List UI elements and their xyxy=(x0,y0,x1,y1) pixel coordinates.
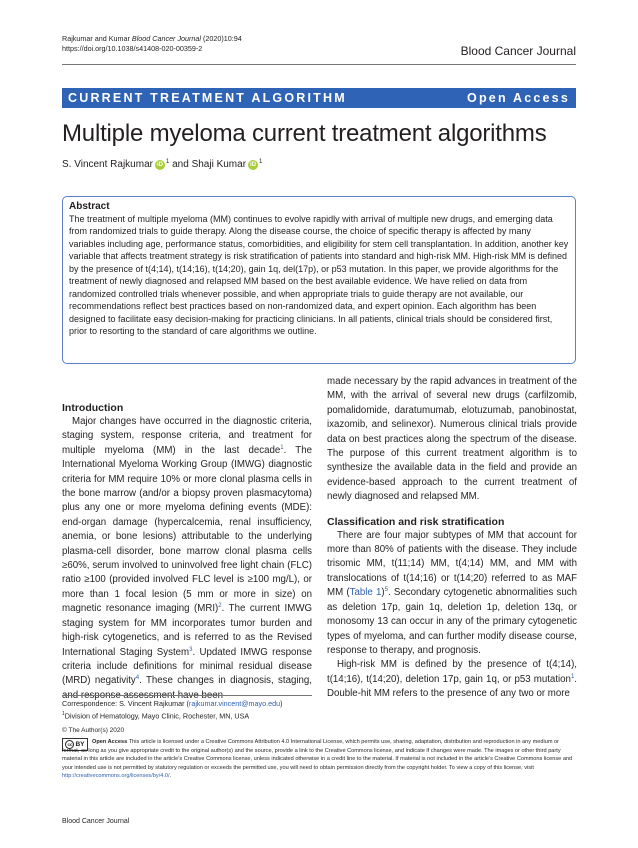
orcid-icon[interactable]: iD xyxy=(250,161,257,168)
email-link[interactable]: rajkumar.vincent@mayo.edu xyxy=(188,699,281,708)
copyright-line: © The Author(s) 2020 xyxy=(62,727,125,734)
paragraph xyxy=(62,415,312,703)
text-run: ) xyxy=(381,587,385,599)
text-run: . Secondary cytogenetic abnormalities such as deletion 17p, gain 1q, deletion 1p, deletion 13q, or monosomy 13 can occur in any of the primary cytogenetic types of myeloma, and can further modify disease course, response to therapy, and prognosis. xyxy=(327,587,577,656)
cc-circle-icon: cc xyxy=(67,742,73,747)
text-run: This article is licensed under a Creative Commons Attribution 4.0 International License, which permits use, sharing, adaptation, distribution and reproduction in any medium or format, as long as you give appropriate credit to the original author(s) and the source, provide a link to the Creative Commons license, and indicate if changes were made. The images or other third party material in this article are included in the article's Creative Commons license, unless indicated otherwise in a credit line to the material. If material is not included in the article's Creative Commons license and your intended use is not permitted by statutory regulation or exceeds the permitted use, you will need to obtain permission directly from the copyright holder. To view a copy of this license, visit xyxy=(62,739,573,771)
citation-ref[interactable]: 3 xyxy=(189,646,193,653)
table-link[interactable]: Table 1 xyxy=(349,587,382,599)
citation-ref[interactable]: 2 xyxy=(218,603,222,610)
article-title: Multiple myeloma current treatment algorithms xyxy=(62,120,547,147)
license-url-link[interactable]: http://creativecommons.org/licenses/by/4.0/ xyxy=(62,773,170,779)
author-list xyxy=(62,159,262,170)
license-text xyxy=(62,738,576,781)
license-bold: Open Access xyxy=(92,739,128,745)
paragraph xyxy=(327,529,577,659)
text-run: High-risk MM is defined by the presence of t(4;14), t(14;16), t(14;20), deletion 17p, gain 1q, or p53 mutation xyxy=(327,659,577,685)
right-column xyxy=(327,375,577,702)
text-run: . xyxy=(169,773,172,779)
correspondence-line xyxy=(62,699,283,709)
text-run: ) xyxy=(280,699,283,708)
paragraph-continued: made necessary by the rapid advances in treatment of the MM, with the arrival of several new drugs (carfilzomib, pomalidomide, daratumumab, elotuzumab, panobinostat, ixazomib, and selinexor). Numerous clinical trials provide data on best practices along the spectrum of the disease. The purpose of this current treatment algorithm is to synthesize the available data in the field and provide an evidence-based approach to the current treatment of newly diagnosed and relapsed MM. xyxy=(327,376,577,503)
page-footer: Blood Cancer Journal xyxy=(62,818,130,825)
left-column xyxy=(62,402,312,703)
header-divider xyxy=(62,64,576,65)
author-name[interactable]: S. Vincent Rajkumar xyxy=(62,159,153,170)
citation-ref[interactable]: 1 xyxy=(570,673,575,680)
citation-journal: Blood Cancer Journal xyxy=(131,34,202,43)
citation-ref[interactable]: 4 xyxy=(135,675,140,682)
affiliation-line xyxy=(62,709,283,721)
author-name[interactable]: Shaji Kumar xyxy=(191,159,247,170)
paragraph xyxy=(327,658,577,701)
article-type-label: CURRENT TREATMENT ALGORITHM xyxy=(68,91,347,105)
abstract-box xyxy=(62,196,576,364)
author-affiliation-ref: 1 xyxy=(165,158,170,165)
citation-ref[interactable]: 1 xyxy=(280,444,284,451)
open-access-label: Open Access xyxy=(467,91,570,105)
citation-header xyxy=(62,34,242,54)
footnote-divider xyxy=(62,695,312,696)
abstract-text: The treatment of multiple myeloma (MM) continues to evolve rapidly with arrival of multiple new drugs, and emerging data from randomized trials to guide therapy. Along the disease course, the choice of specific therapy is affected by many variables including age, performance status, comorbidities, and eligibility for stem cell transplantation. In addition, another key variable that affects treatment strategy is risk stratification of patients into standard and high-risk MM. High-risk MM is defined by the presence of t(4;14), t(14;16), t(14;20), gain 1q, del(17p), or p53 mutation. In this paper, we provide algorithms for the treatment of newly diagnosed and relapsed MM based on the best available evidence. We have relied on data from randomized controlled trials whenever possible, and when appropriate trials to guide therapy are not available, our recommendations reflect best practices based on non-randomized data, and expert opinion. Each algorithm has been designed to facilitate easy decision-making for practicing clinicians. In all patients, clinical trials should be considered first, prior to resorting to the standard of care algorithms we outline. xyxy=(69,214,569,337)
abstract-heading: Abstract xyxy=(69,201,110,212)
text-run: . Updated IMWG response criteria include definitions for minimal residual disease (MRD) negativity xyxy=(62,646,313,687)
doi-link[interactable]: https://doi.org/10.1038/s41408-020-00359-2 xyxy=(62,44,203,53)
text-run: . These changes in diagnosis, staging, and response assessment have been xyxy=(62,675,312,701)
text-run: Correspondence: S. Vincent Rajkumar ( xyxy=(62,699,189,708)
author-affiliation-ref: 1 xyxy=(259,158,263,165)
correspondence-block xyxy=(62,699,283,721)
text-run: . The International Myeloma Working Group (IMWG) diagnostic criteria for MM require 10% or more clonal plasma cells in the bone marrow (and/or a biopsy proven plasmacytoma) plus any one or more myeloma defining events (MDE): end-organ damage (hypercalcemia, renal insufficiency, anemia, or bone lesions) attributable to the underlying plasma-cell disorder, bone marrow clonal plasma cells ≥60%, serum involved to uninvolved free light chain (FLC) ratio ≥100 (provided involved FLC level is ≥100 mg/L), or more than 1 focal lesion (5 mm or more in size) on magnetic resonance imaging (MRI) xyxy=(62,444,312,615)
citation-line xyxy=(62,34,242,44)
orcid-icon[interactable]: iD xyxy=(156,161,163,168)
affiliation-text: Division of Hematology, Mayo Clinic, Rochester, MN, USA xyxy=(64,711,250,721)
journal-name: Blood Cancer Journal xyxy=(460,44,576,58)
text-run: . Double-hit MM refers to the presence of any two or more xyxy=(327,673,577,700)
article-type-banner xyxy=(62,88,576,108)
citation-suffix: (2020)10:94 xyxy=(201,34,242,43)
affiliation-number: 1 xyxy=(62,711,65,717)
citation-prefix: Rajkumar and Kumar xyxy=(62,34,132,43)
author-conjunction: and xyxy=(169,159,192,170)
text-run: There are four major subtypes of MM that account for more than 80% of patients with the disease. They include trisomic MM, t(11;14) MM, t(4;14) MM, and MM with translocations of t(14;16) or t(14;20) referred to as MAF MM ( xyxy=(327,529,577,599)
cc-badge-label: BY xyxy=(75,741,85,748)
section-heading: Introduction xyxy=(62,402,124,414)
citation-ref[interactable]: 5 xyxy=(384,587,388,594)
text-run: . The current IMWG staging system for MM incorporates tumor burden and high-risk cytogenetics, and is referred to as the Revised International Staging System xyxy=(62,603,312,658)
text-run: Major changes have occurred in the diagnostic criteria, staging system, response criteria, and treatment for multiple myeloma (MM) in the last decade xyxy=(62,416,312,456)
section-heading: Classification and risk stratification xyxy=(327,515,505,528)
